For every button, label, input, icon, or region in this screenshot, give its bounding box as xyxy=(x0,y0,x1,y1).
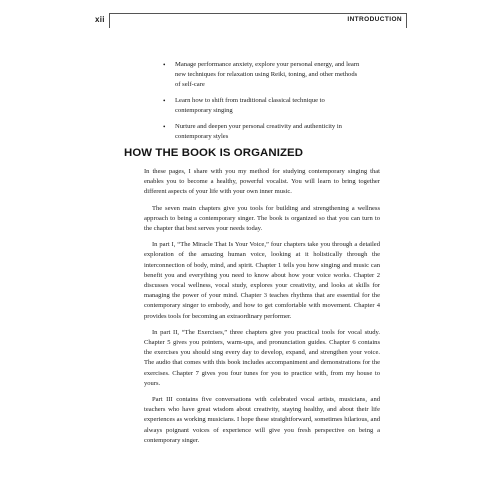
bullet-text: Nurture and deepen your personal creativity and authenticity in contemporary styles xyxy=(175,123,342,140)
paragraph: In these pages, I share with you my method for studying contemporary singing that enables you to become a healthy, powerful vocalist. You will learn to bring together different aspects of your life with your own inner music. xyxy=(144,168,380,196)
paragraph: The seven main chapters give you tools for building and strengthening a wellness approach to being a contemporary singer. The book is organized so that you can turn to the chapter that best serves your needs today. xyxy=(144,204,380,233)
header-rule-box xyxy=(109,13,407,28)
bullet-text: Manage performance anxiety, explore your personal energy, and learn new techniques for relaxation using Reiki, toning, and other methods of self-care xyxy=(175,61,360,88)
body-text xyxy=(144,167,380,452)
bullet-text: Learn how to shift from traditional classical technique to contemporary singing xyxy=(175,97,325,114)
list-item xyxy=(163,96,361,116)
page-number: xii xyxy=(95,15,105,24)
bullet-icon: • xyxy=(163,61,166,69)
running-header xyxy=(95,13,407,29)
bullet-icon: • xyxy=(163,97,166,105)
paragraph: In part II, “The Exercises,” three chapters give you practical tools for vocal study. Chapter 5 gives you pointers, warm-ups, and pronunciation guides. Chapter 6 contains the exercises you should sing every day to develop, expand, and strengthen your voice. The audio that comes with this book includes accompaniment and demonstrations for the exercises. Chapter 7 gives you four tunes for you to practice with, from my house to yours. xyxy=(144,328,380,387)
running-section-title: INTRODUCTION xyxy=(347,16,402,23)
paragraph: Part III contains five conversations with celebrated vocal artists, musicians, and teachers who have great wisdom about creativity, staying healthy, and about their life experiences as working musicians. I hope these straightforward, sometimes hilarious, and always poignant voices of experience will give you fresh perspective on being a contemporary singer. xyxy=(144,396,380,444)
bullet-list xyxy=(163,60,361,148)
bullet-icon: • xyxy=(163,123,166,131)
section-heading: HOW THE BOOK IS ORGANIZED xyxy=(124,147,304,159)
paragraph: In part I, “The Miracle That Is Your Voice,” four chapters take you through a detailed exploration of the amazing human voice, looking at it holistically through the interconnection of body, mind, and spirit. Chapter 1 tells you how singing and music can benefit you and everything you need to know about how your voice works. Chapter 2 discusses vocal wellness, vocal study, explores your creativity, and looks at skills for managing the power of your mind. Chapter 3 teaches rhythms that are essential for the contemporary singer to embody, and how to get comfortable with movement. Chapter 4 provides tools for becoming an extraordinary performer. xyxy=(144,241,380,320)
list-item xyxy=(163,122,361,142)
list-item xyxy=(163,60,361,90)
